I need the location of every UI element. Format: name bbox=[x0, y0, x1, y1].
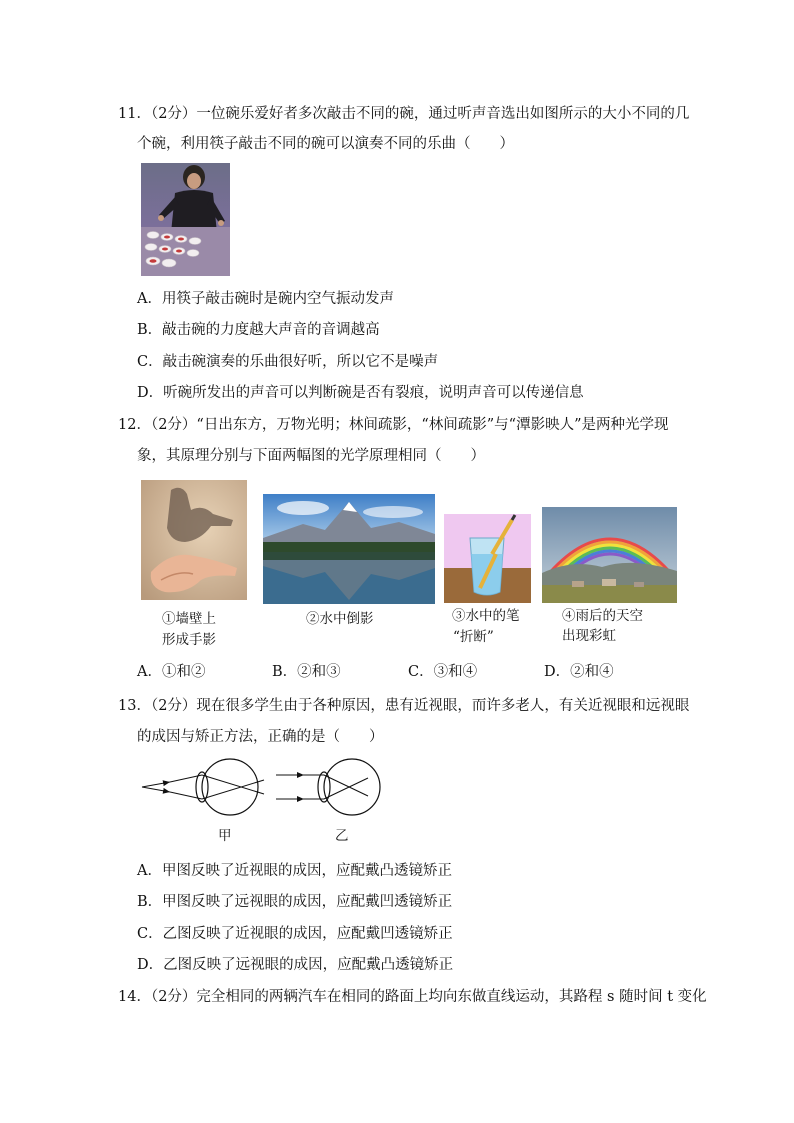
q12-option-b: B．②和③ bbox=[272, 664, 341, 680]
q12-option-d: D．②和④ bbox=[544, 664, 614, 680]
eye-yi-diagram bbox=[276, 759, 380, 815]
q13-label-jia: 甲 bbox=[218, 828, 232, 844]
q12-caption-2: ②水中倒影 bbox=[306, 611, 374, 627]
q11-option-b: B．敲击碗的力度越大声音的音调越高 bbox=[137, 322, 380, 338]
q13-option-d: D．乙图反映了远视眼的成因，应配戴凸透镜矫正 bbox=[137, 957, 454, 973]
q12-caption-4-line2: 出现彩虹 bbox=[562, 628, 616, 644]
q12-caption-1-line1: ①墙壁上 bbox=[162, 611, 216, 627]
q12-rainbow-photo bbox=[542, 507, 677, 603]
q11-option-d: D．听碗所发出的声音可以判断碗是否有裂痕，说明声音可以传递信息 bbox=[137, 385, 584, 401]
q13-eye-diagrams bbox=[140, 756, 390, 816]
q12-caption-3-line2: “折断” bbox=[453, 629, 494, 645]
q11-stem-line2: 个碗，利用筷子敲击不同的碗可以演奏不同的乐曲（ ） bbox=[137, 136, 514, 152]
q13-option-c: C．乙图反映了近视眼的成因，应配戴凹透镜矫正 bbox=[137, 926, 453, 942]
q12-option-c: C．③和④ bbox=[408, 664, 478, 680]
q12-stem-line1: 12．（2分）“日出东方，万物光明；林间疏影，“林间疏影”与“潭影映人”是两种光学现 bbox=[118, 417, 669, 433]
q12-lake-reflection-photo bbox=[263, 494, 435, 604]
q14-stem-line1: 14．（2分）完全相同的两辆汽车在相同的路面上均向东做直线运动，其路程 s 随时间 t 变化 bbox=[118, 989, 707, 1005]
q12-hand-shadow-photo bbox=[141, 480, 247, 600]
q13-stem-line1: 13．（2分）现在很多学生由于各种原因，患有近视眼，而许多老人，有关近视眼和远视眼 bbox=[118, 698, 690, 714]
q13-option-b: B．甲图反映了远视眼的成因，应配戴凹透镜矫正 bbox=[137, 894, 453, 910]
q13-label-yi: 乙 bbox=[335, 828, 349, 844]
q12-caption-4-line1: ④雨后的天空 bbox=[562, 608, 643, 624]
q13-option-a: A．甲图反映了近视眼的成因，应配戴凸透镜矫正 bbox=[137, 863, 452, 879]
q11-stem-line1: 11．（2分）一位碗乐爱好者多次敲击不同的碗，通过听声音选出如图所示的大小不同的几 bbox=[118, 106, 690, 122]
eye-jia-diagram bbox=[142, 759, 264, 815]
q11-bowl-musician-photo bbox=[141, 163, 230, 276]
q13-stem-line2: 的成因与矫正方法，正确的是（ ） bbox=[137, 729, 384, 745]
q11-option-a: A．用筷子敲击碗时是碗内空气振动发声 bbox=[137, 291, 394, 307]
q11-option-c: C．敲击碗演奏的乐曲很好听，所以它不是噪声 bbox=[137, 354, 439, 370]
q12-option-a: A．①和② bbox=[137, 664, 206, 680]
q12-pencil-in-water-illustration bbox=[444, 514, 531, 603]
q12-caption-3-line1: ③水中的笔 bbox=[452, 608, 520, 624]
q12-caption-1-line2: 形成手影 bbox=[162, 632, 216, 648]
q12-stem-line2: 象，其原理分别与下面两幅图的光学原理相同（ ） bbox=[137, 448, 485, 464]
